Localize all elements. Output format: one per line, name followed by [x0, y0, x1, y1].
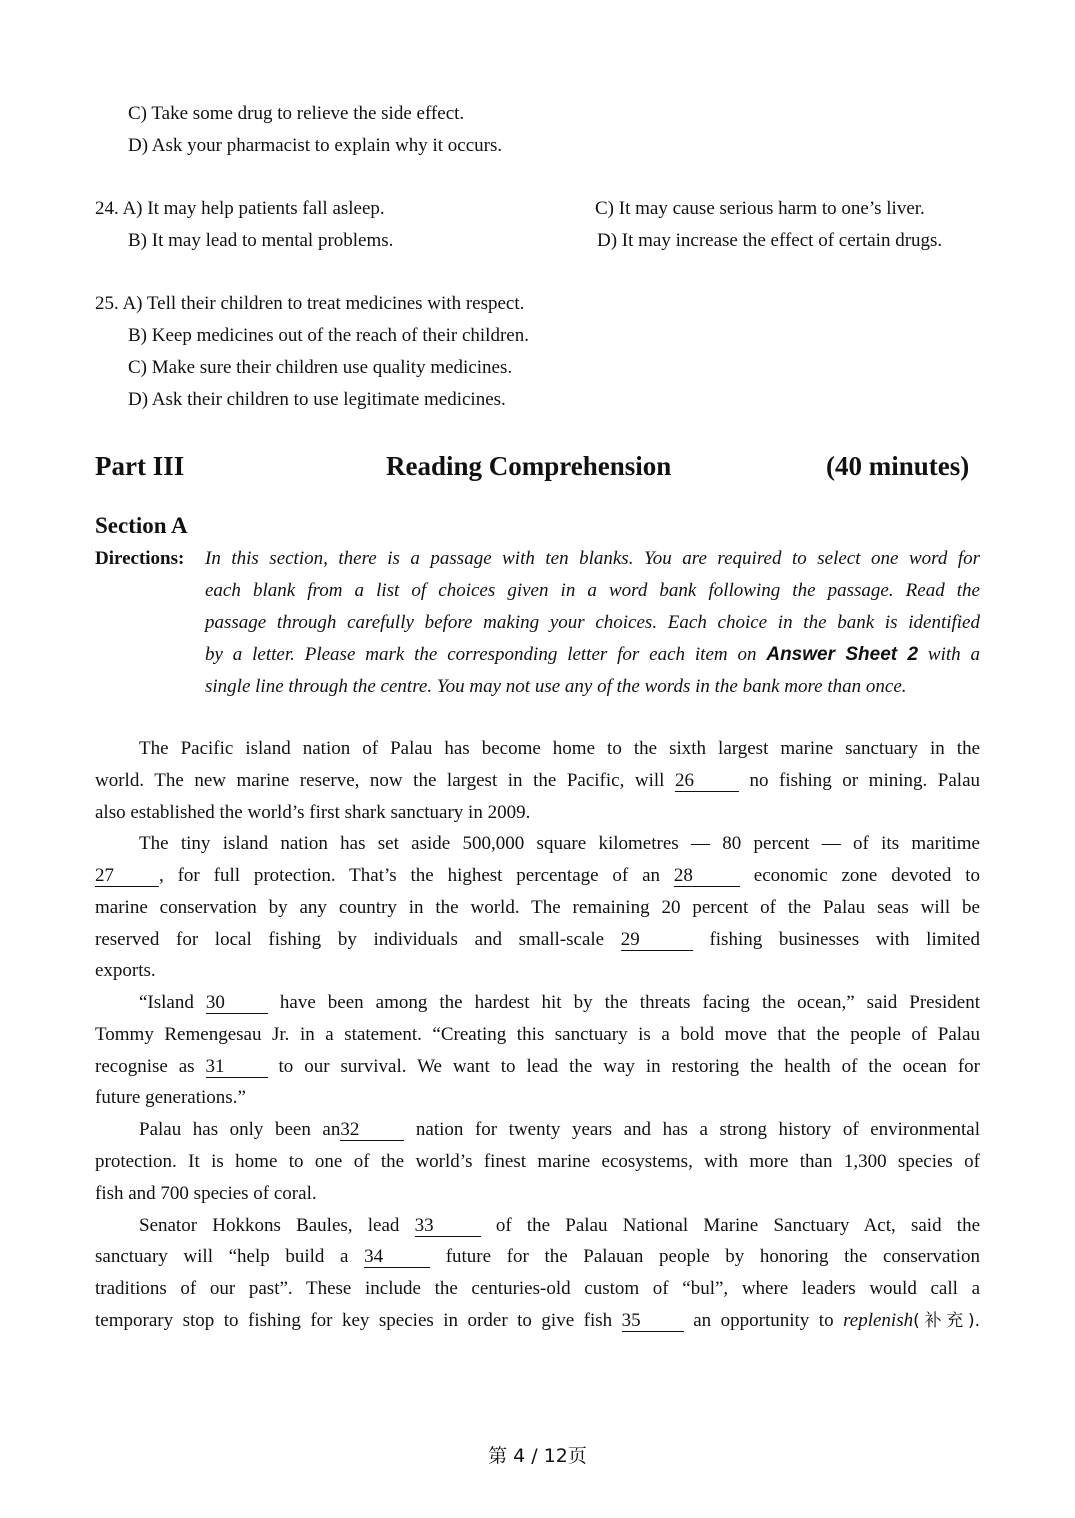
directions-line-3: passage through carefully before making your choices. Each choice in the bank is identified: [205, 612, 980, 633]
replenish-word: replenish: [843, 1310, 914, 1331]
q23-option-d: D) Ask your pharmacist to explain why it occurs.: [128, 135, 503, 156]
blank-30: 30: [206, 993, 268, 1014]
passage-line: [95, 1055, 980, 1079]
passage-text: Senator Hokkons Baules, lead: [139, 1215, 400, 1236]
directions-text: by a letter. Please mark the corresponding letter for each item on: [205, 644, 757, 665]
passage-line: [95, 864, 980, 888]
q24-option-d: D) It may increase the effect of certain drugs.: [597, 230, 943, 251]
passage-text: future for the Palauan people by honoring the conservation: [445, 1246, 981, 1267]
passage-line: Tommy Remengesau Jr. in a statement. “Creating this sanctuary is a bold move that the people of Palau: [95, 1024, 980, 1045]
passage-text: have been among the hardest hit by the threats facing the ocean,” said President: [279, 992, 981, 1013]
passage-text: temporary stop to fishing for key species in order to give fish: [95, 1310, 613, 1331]
passage-text: “Island: [139, 992, 194, 1013]
passage-text: world. The new marine reserve, now the largest in the Pacific, will: [95, 770, 665, 791]
blank-35: 35: [622, 1311, 684, 1332]
directions-line-2: each blank from a list of choices given in a word bank following the passage. Read the: [205, 580, 980, 601]
passage-text: no fishing or mining. Palau: [749, 770, 980, 791]
passage-line: also established the world’s first shark sanctuary in 2009.: [95, 802, 531, 823]
passage-line: fish and 700 species of coral.: [95, 1183, 317, 1204]
passage-text: sanctuary will “help build a: [95, 1246, 349, 1267]
q25-option-a: 25. A) Tell their children to treat medicines with respect.: [95, 293, 525, 314]
directions-line-4: [205, 643, 980, 667]
passage-text: to our survival. We want to lead the way in restoring the health of the ocean for: [278, 1056, 980, 1077]
passage-line: [95, 769, 980, 793]
blank-34: 34: [364, 1247, 430, 1268]
q25-option-d: D) Ask their children to use legitimate medicines.: [128, 389, 506, 410]
section-title: Section A: [95, 513, 188, 538]
blank-28: 28: [674, 866, 740, 887]
blank-31: 31: [206, 1057, 268, 1078]
passage-line: [95, 928, 980, 952]
passage-line: future generations.”: [95, 1087, 246, 1108]
directions-label: Directions:: [95, 548, 185, 569]
answer-sheet-label: Answer Sheet 2: [766, 644, 919, 665]
passage-text: of the Palau National Marine Sanctuary Act, said the: [495, 1215, 981, 1236]
part-label: Part III: [95, 451, 185, 481]
q24-option-c: C) It may cause serious harm to one’s liver.: [595, 198, 925, 219]
q24-option-b: B) It may lead to mental problems.: [128, 230, 394, 251]
passage-line: [95, 1245, 980, 1269]
passage-line: The Pacific island nation of Palau has become home to the sixth largest marine sanctuary in the: [139, 738, 980, 759]
part-title: Reading Comprehension: [386, 451, 672, 481]
passage-line: traditions of our past”. These include the centuries-old custom of “bul”, where leaders would call a: [95, 1278, 980, 1299]
q23-option-c: C) Take some drug to relieve the side effect.: [128, 103, 465, 124]
directions-line-5: single line through the centre. You may not use any of the words in the bank more than once.: [205, 676, 907, 697]
passage-line: The tiny island nation has set aside 500,000 square kilometres — 80 percent — of its maritime: [139, 833, 980, 854]
blank-27: 27: [95, 866, 159, 887]
passage-text: nation for twenty years and has a strong history of environmental: [415, 1119, 980, 1140]
passage-line: [95, 1214, 980, 1238]
page-number: 第 4 / 12页: [488, 1445, 587, 1467]
passage-line: [95, 991, 980, 1015]
blank-33: 33: [415, 1216, 481, 1237]
blank-29: 29: [621, 930, 693, 951]
passage-text: economic zone devoted to: [753, 865, 980, 886]
passage-line: [95, 1118, 980, 1142]
passage-text: Palau has only been an: [139, 1119, 341, 1140]
passage-text: recognise as: [95, 1056, 195, 1077]
passage-text: reserved for local fishing by individuals and small-scale: [95, 929, 605, 950]
q25-option-c: C) Make sure their children use quality medicines.: [128, 357, 513, 378]
passage-text: fishing businesses with limited: [709, 929, 981, 950]
directions-line-1: In this section, there is a passage with ten blanks. You are required to select one word for: [205, 548, 980, 569]
passage-line: exports.: [95, 960, 156, 981]
blank-32: 32: [340, 1120, 404, 1141]
part-time: (40 minutes): [826, 451, 970, 481]
passage-text: an opportunity to: [693, 1310, 834, 1331]
blank-26: 26: [675, 771, 739, 792]
directions-text: with a: [927, 644, 981, 665]
passage-text: , for full protection. That’s the highest percentage of an: [159, 865, 661, 886]
chinese-gloss: (补充).: [913, 1311, 981, 1331]
passage-line: protection. It is home to one of the world’s finest marine ecosystems, with more than 1,300 species of: [95, 1151, 980, 1172]
q25-option-b: B) Keep medicines out of the reach of their children.: [128, 325, 529, 346]
q24-option-a: 24. A) It may help patients fall asleep.: [95, 198, 385, 219]
passage-line: marine conservation by any country in the world. The remaining 20 percent of the Palau seas will be: [95, 897, 980, 918]
passage-line: [95, 1309, 980, 1333]
